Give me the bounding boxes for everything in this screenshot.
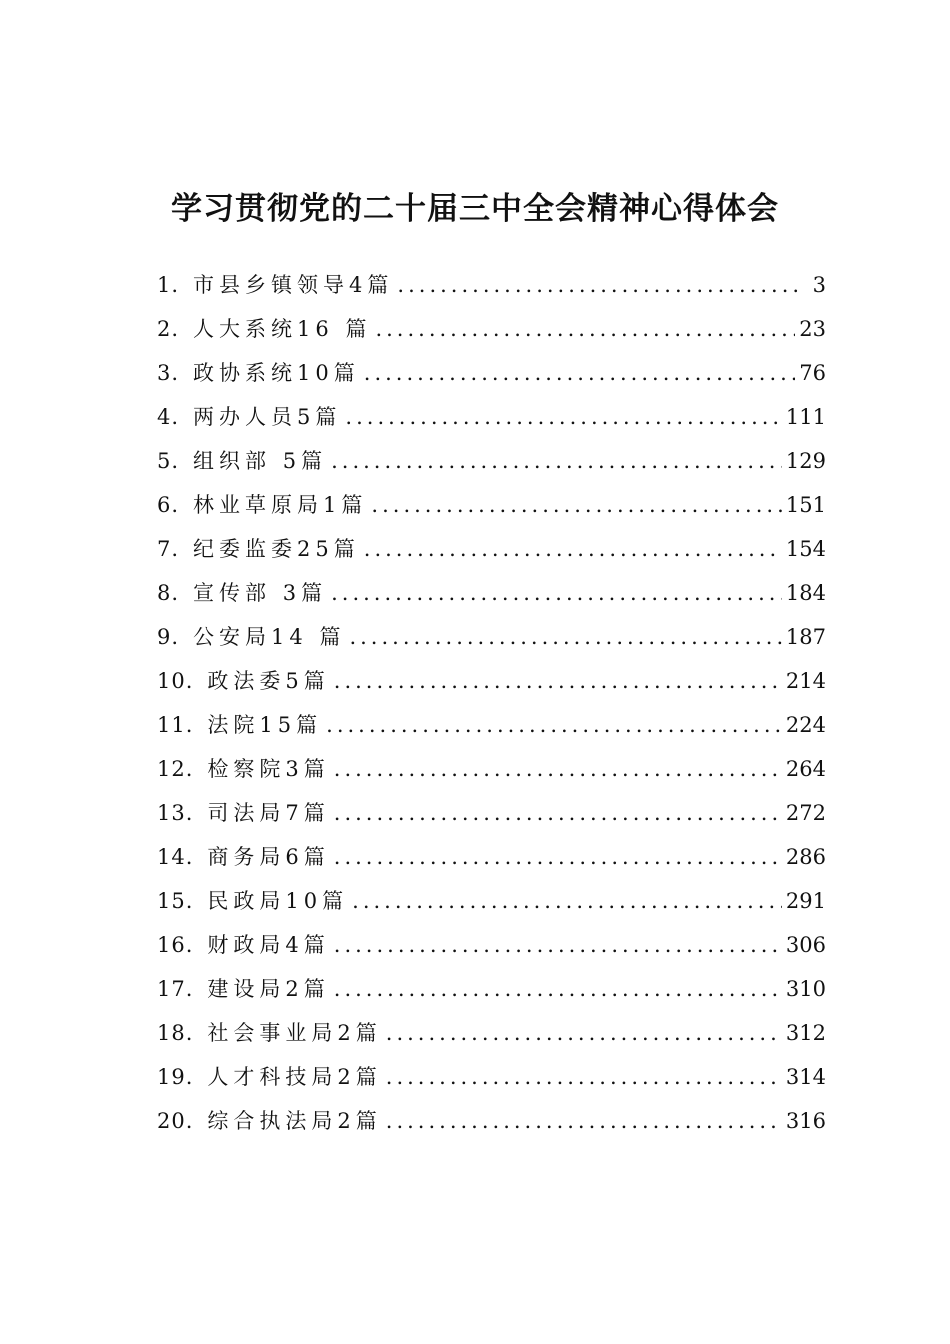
toc-entry-page: 286 <box>785 845 826 869</box>
toc-entry-label: 两办人员5篇 <box>193 405 342 429</box>
toc-entry-page: 76 <box>799 361 826 385</box>
toc-entry-page: 312 <box>785 1021 826 1045</box>
toc-entry-16[interactable] <box>157 923 826 967</box>
toc-entry-14[interactable] <box>157 835 826 879</box>
toc-entry-label: 人大系统16 篇 <box>193 317 372 341</box>
toc-entry-page: 129 <box>785 449 826 473</box>
toc-entry-13[interactable] <box>157 791 826 835</box>
toc-entry-label: 人才科技局2篇 <box>207 1065 382 1089</box>
toc-dot-leader <box>352 879 782 923</box>
toc-entry-number: 4. <box>157 405 180 429</box>
toc-entry-10[interactable] <box>157 659 826 703</box>
toc-entry-label: 社会事业局2篇 <box>207 1021 382 1045</box>
toc-entry-15[interactable] <box>157 879 826 923</box>
toc-dot-leader <box>334 967 782 1011</box>
toc-entry-label: 民政局10篇 <box>207 889 349 913</box>
toc-dot-leader <box>334 835 782 879</box>
toc-entry-17[interactable] <box>157 967 826 1011</box>
toc-entry-page: 184 <box>785 581 826 605</box>
toc-entry-label: 公安局14 篇 <box>193 625 346 649</box>
toc-dot-leader <box>364 527 782 571</box>
toc-entry-number: 1. <box>157 273 180 297</box>
toc-entry-page: 111 <box>785 405 826 429</box>
toc-entry-page: 154 <box>785 537 826 561</box>
toc-entry-number: 18. <box>157 1021 194 1045</box>
toc-entry-2[interactable] <box>157 307 826 351</box>
toc-entry-page: 272 <box>785 801 826 825</box>
toc-entry-9[interactable] <box>157 615 826 659</box>
toc-entry-label: 政协系统10篇 <box>193 361 360 385</box>
toc-entry-number: 3. <box>157 361 180 385</box>
toc-entry-label: 纪委监委25篇 <box>193 537 360 561</box>
toc-dot-leader <box>386 1055 782 1099</box>
toc-dot-leader <box>334 659 782 703</box>
toc-dot-leader <box>345 395 781 439</box>
document-title: 学习贯彻党的二十届三中全会精神心得体会 <box>171 190 779 227</box>
toc-entry-page: 187 <box>785 625 826 649</box>
toc-entry-number: 2. <box>157 317 180 341</box>
toc-entry-number: 8. <box>157 581 180 605</box>
toc-entry-label: 法院15篇 <box>207 713 323 737</box>
toc-entry-page: 214 <box>785 669 826 693</box>
toc-entry-label: 商务局6篇 <box>207 845 330 869</box>
toc-dot-leader <box>386 1099 782 1143</box>
toc-dot-leader <box>331 571 782 615</box>
toc-entry-18[interactable] <box>157 1011 826 1055</box>
toc-entry-label: 财政局4篇 <box>207 933 330 957</box>
toc-dot-leader <box>349 615 781 659</box>
toc-entry-5[interactable] <box>157 439 826 483</box>
toc-entry-label: 综合执法局2篇 <box>207 1109 382 1133</box>
toc-entry-label: 司法局7篇 <box>207 801 330 825</box>
toc-entry-number: 6. <box>157 493 180 517</box>
toc-dot-leader <box>364 351 795 395</box>
toc-entry-page: 23 <box>799 317 826 341</box>
toc-entry-8[interactable] <box>157 571 826 615</box>
toc-entry-19[interactable] <box>157 1055 826 1099</box>
toc-dot-leader <box>386 1011 782 1055</box>
toc-entry-7[interactable] <box>157 527 826 571</box>
toc-entry-label: 宣传部 3篇 <box>193 581 328 605</box>
toc-entry-page: 291 <box>785 889 826 913</box>
toc-entry-number: 16. <box>157 933 194 957</box>
toc-dot-leader <box>371 483 781 527</box>
toc-entry-label: 政法委5篇 <box>207 669 330 693</box>
toc-entry-number: 17. <box>157 977 194 1001</box>
toc-entry-4[interactable] <box>157 395 826 439</box>
toc-entry-12[interactable] <box>157 747 826 791</box>
toc-entry-number: 11. <box>157 713 194 737</box>
toc-entry-page: 224 <box>785 713 826 737</box>
toc-entry-label: 检察院3篇 <box>207 757 330 781</box>
toc-entry-number: 9. <box>157 625 180 649</box>
toc-entry-number: 10. <box>157 669 194 693</box>
toc-dot-leader <box>334 923 782 967</box>
toc-dot-leader <box>375 307 795 351</box>
toc-entry-number: 20. <box>157 1109 194 1133</box>
toc-entry-page: 264 <box>785 757 826 781</box>
toc-entry-label: 林业草原局1篇 <box>193 493 368 517</box>
toc-entry-1[interactable] <box>157 263 826 307</box>
toc-dot-leader <box>397 263 798 307</box>
toc-entry-label: 组织部 5篇 <box>193 449 328 473</box>
toc-entry-page: 3 <box>812 273 826 297</box>
toc-entry-number: 12. <box>157 757 194 781</box>
toc-entry-page: 151 <box>785 493 826 517</box>
toc-entry-page: 314 <box>785 1065 826 1089</box>
toc-entry-number: 15. <box>157 889 194 913</box>
toc-dot-leader <box>334 791 782 835</box>
toc-entry-label: 建设局2篇 <box>207 977 330 1001</box>
toc-entry-11[interactable] <box>157 703 826 747</box>
toc-entry-3[interactable] <box>157 351 826 395</box>
table-of-contents <box>157 263 826 1143</box>
toc-dot-leader <box>334 747 782 791</box>
toc-entry-label: 市县乡镇领导4篇 <box>193 273 394 297</box>
toc-entry-number: 13. <box>157 801 194 825</box>
toc-entry-6[interactable] <box>157 483 826 527</box>
toc-entry-page: 316 <box>785 1109 826 1133</box>
toc-entry-20[interactable] <box>157 1099 826 1143</box>
toc-dot-leader <box>326 703 782 747</box>
toc-dot-leader <box>331 439 782 483</box>
toc-entry-number: 5. <box>157 449 180 473</box>
toc-entry-number: 7. <box>157 537 180 561</box>
toc-entry-number: 14. <box>157 845 194 869</box>
toc-entry-number: 19. <box>157 1065 194 1089</box>
toc-entry-page: 306 <box>785 933 826 957</box>
toc-entry-page: 310 <box>785 977 826 1001</box>
